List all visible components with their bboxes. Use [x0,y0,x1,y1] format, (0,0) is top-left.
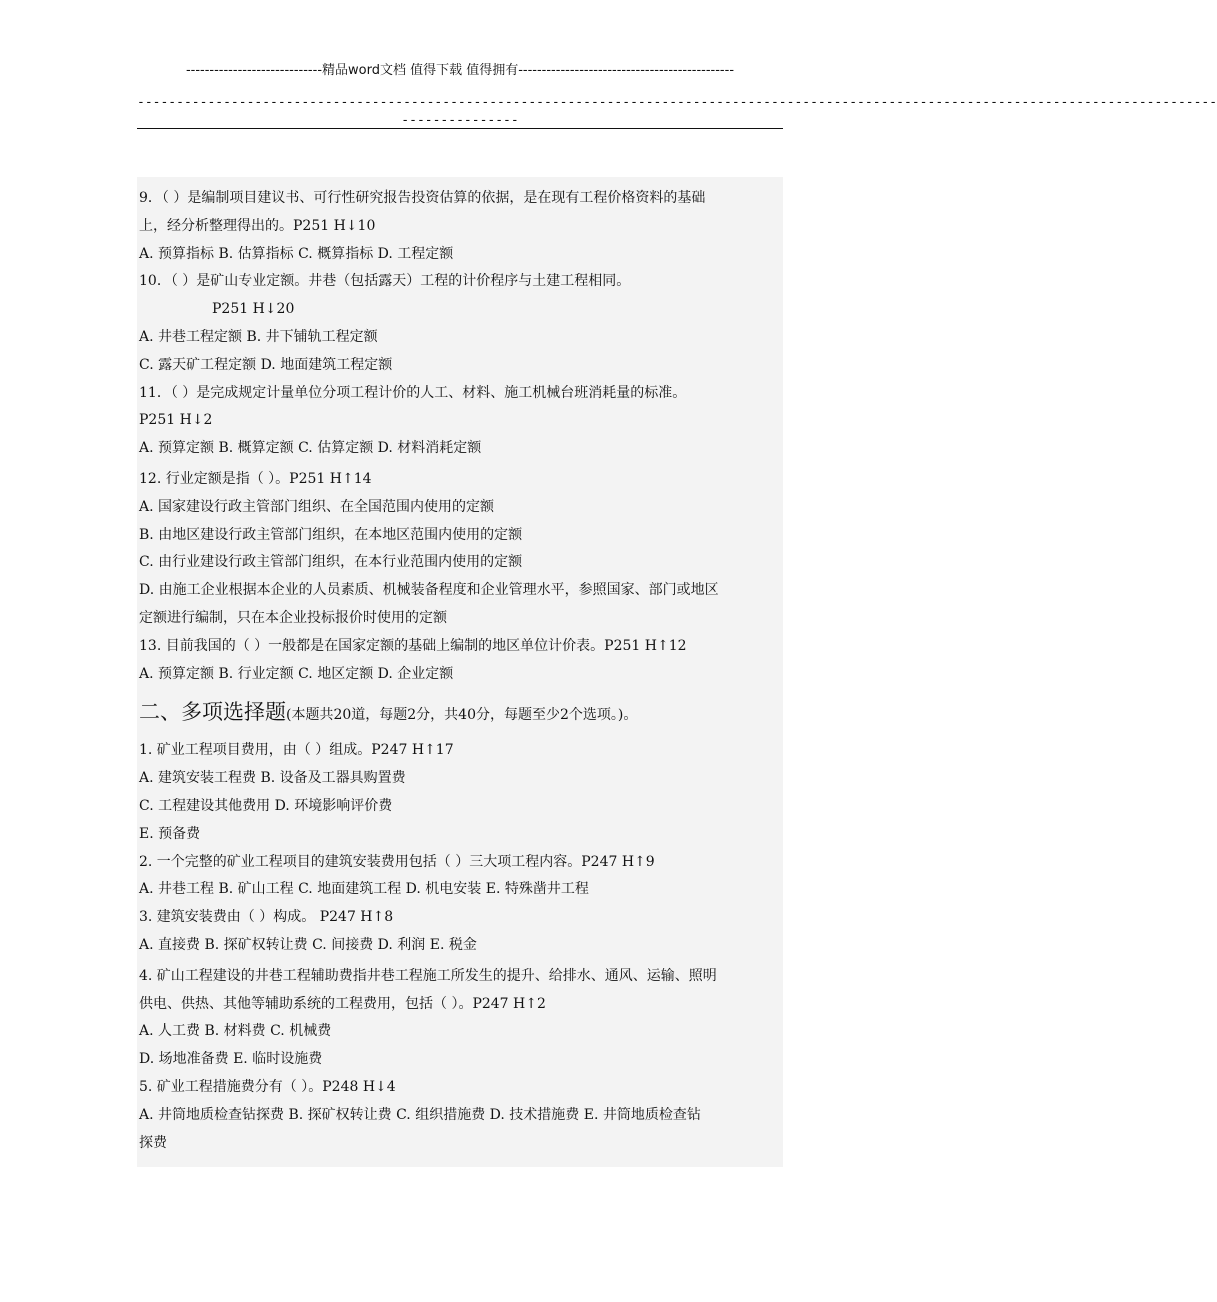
section-heading [139,692,783,735]
option-line: B. 由地区建设行政主管部门组织，在本地区范围内使用的定额 [139,526,523,543]
option-line: A. 直接费 B. 探矿权转让费 C. 间接费 D. 利润 E. 税金 [139,936,477,953]
question-line: 供电、供热、其他等辅助系统的工程费用，包括（ ）。P247 H↑2 [139,995,546,1012]
option-line: C. 由行业建设行政主管部门组织，在本行业范围内使用的定额 [139,554,523,571]
page-reference: P251 H↓2 [139,412,213,429]
option-line: A. 人工费 B. 材料费 C. 机械费 [139,1023,332,1040]
question-line: 3. 建筑安装费由（ ）构成。 P247 H↑8 [139,909,394,926]
section-title: 二、多项选择题 [139,700,286,725]
option-line: A. 预算指标 B. 估算指标 C. 概算指标 D. 工程定额 [139,245,454,262]
question-line: 上，经分析整理得出的。P251 H↓10 [139,217,376,234]
header-rule [137,128,783,129]
question-line: 13. 目前我国的（ ）一般都是在国家定额的基础上编制的地区单位计价表。P251 H↑12 [139,637,687,654]
question-line: 11．（ ）是完成规定计量单位分项工程计价的人工、材料、施工机械台班消耗量的标准。 [139,384,687,401]
option-line: A. 国家建设行政主管部门组织、在全国范围内使用的定额 [139,498,495,515]
option-line: 定额进行编制，只在本企业投标报价时使用的定额 [139,609,447,626]
option-line: D. 场地准备费 E. 临时设施费 [139,1051,323,1068]
question-line: 1. 矿业工程项目费用，由（ ）组成。P247 H↑17 [139,742,454,759]
option-line: A. 井巷工程 B. 矿山工程 C. 地面建筑工程 D. 机电安装 E. 特殊凿井工程 [139,881,589,898]
page-header-banner: -----------------------------精品word文档 值得下载 值得拥有---------------------------------------------- [185,63,735,78]
question-line: 2. 一个完整的矿业工程项目的建筑安装费用包括（ ）三大项工程内容。P247 H↑9 [139,853,655,870]
option-line: 探费 [139,1134,167,1151]
question-line: 9．（ ）是编制项目建议书、可行性研究报告投资估算的依据，是在现有工程价格资料的基础 [139,190,706,206]
section-note: (本题共20道，每题2分，共40分，每题至少2个选项。)。 [286,707,638,724]
question-line: 5. 矿业工程措施费分有（ ）。P248 H↓4 [139,1078,396,1095]
document-body [139,185,783,1157]
option-line: A. 预算定额 B. 行业定额 C. 地区定额 D. 企业定额 [139,665,454,682]
option-line: A. 预算定额 B. 概算定额 C. 估算定额 D. 材料消耗定额 [139,440,482,457]
question-line: 12. 行业定额是指（ ）。P251 H↑14 [139,470,372,487]
header-dash-line: ------------------------------------------------------------------------------------------------------------------------------------------ [137,95,1217,110]
header-dash-line-short: --------------- [401,113,519,128]
option-line: A. 井巷工程定额 B. 井下铺轨工程定额 [139,328,378,345]
option-line: E. 预备费 [139,825,201,842]
option-line: C. 工程建设其他费用 D. 环境影响评价费 [139,797,393,814]
option-line: D. 由施工企业根据本企业的人员素质、机械装备程度和企业管理水平，参照国家、部门或地区 [139,582,719,599]
option-line: A. 建筑安装工程费 B. 设备及工器具购置费 [139,770,406,787]
question-line: 10．（ ）是矿山专业定额。井巷（包括露天）工程的计价程序与土建工程相同。 [139,273,631,290]
option-line: C. 露天矿工程定额 D. 地面建筑工程定额 [139,356,393,373]
page-reference: P251 H↓20 [212,301,295,318]
option-line: A. 井筒地质检查钻探费 B. 探矿权转让费 C. 组织措施费 D. 技术措施费 E. 井筒地质检查钻 [139,1106,701,1123]
question-line: 4. 矿山工程建设的井巷工程辅助费指井巷工程施工所发生的提升、给排水、通风、运输、照明 [139,967,717,984]
